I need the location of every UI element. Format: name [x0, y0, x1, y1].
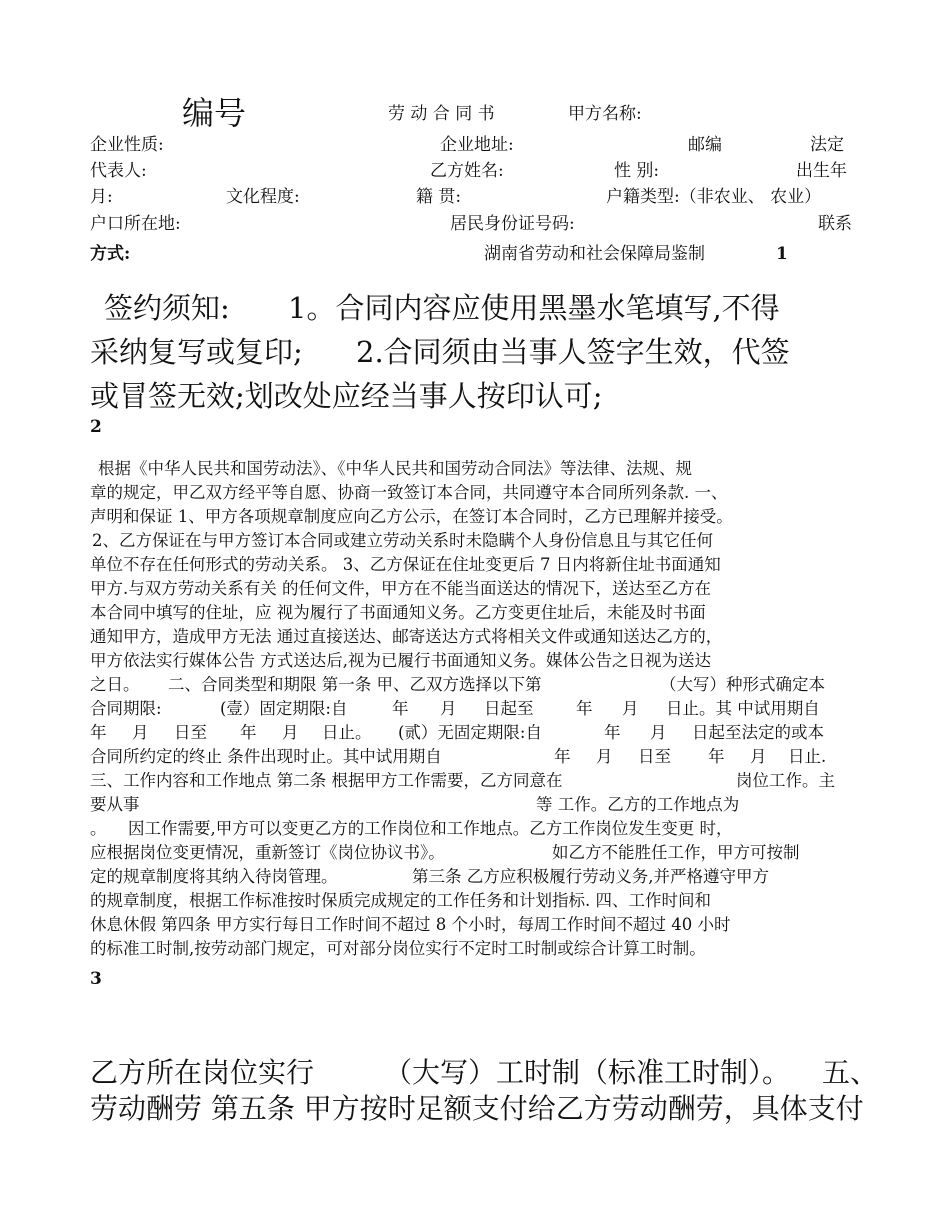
body-line: 声明和保证 1、甲方各项规章制度应向乙方公示，在签订本合同时，乙方已理解并接受。 — [90, 507, 733, 526]
body-line: 等 工作。乙方的工作地点为 — [536, 795, 740, 814]
body-line: 日起至法定的或本 — [692, 723, 824, 742]
body-line: (壹）固定期限:自 — [220, 699, 348, 718]
body-line: 章的规定，甲乙双方经平等自愿、协商一致签订本合同，共同遵守本合同所列条款. 一、 — [90, 483, 728, 502]
footer-line-1-b: （大写）工时制（标准工时制）。 — [384, 1056, 791, 1089]
body-line: 。 — [90, 819, 107, 838]
notice-line-1-text: 1。合同内容应使用黑墨水笔填写,不得 — [288, 291, 780, 325]
supervisor-text: 湖南省劳动和社会保障局鉴制 — [484, 244, 705, 264]
body-line: 月 — [596, 747, 613, 766]
legal-rep-label-b: 代表人: — [90, 161, 147, 181]
body-line: 单位不存在任何形式的劳动关系。 3、乙方保证在住址变更后 7 日内将新住址书面通知 — [90, 555, 721, 574]
party-a-name-label: 甲方名称: — [568, 104, 642, 124]
page-number-2: 2 — [90, 417, 102, 437]
education-label: 文化程度: — [226, 187, 300, 207]
body-line: 甲方.与双方劳动关系有关 的任何文件，甲方在不能当面送达的情况下，送达至乙方在 — [90, 579, 711, 598]
contract-title: 劳 动 合 同 书 — [388, 104, 495, 124]
body-line: 日止。 — [322, 723, 372, 742]
page-number-1: 1 — [776, 244, 788, 264]
footer-line-1-a: 乙方所在岗位实行 — [90, 1056, 315, 1089]
household-location-label: 户口所在地: — [90, 214, 181, 234]
contact-label-a: 联系 — [818, 214, 852, 234]
body-line: 甲方依法实行媒体公告 方式送达后,视为已履行书面通知义务。媒体公告之日视为送达 — [90, 651, 711, 670]
notice-line-2-b: 2.合同须由当事人签字生效，代签 — [356, 335, 790, 369]
enterprise-nature-label: 企业性质: — [90, 135, 164, 155]
body-line: 如乙方不能胜任工作，甲方可按制 — [552, 843, 800, 862]
body-line: 月 — [650, 723, 667, 742]
body-line: 年 — [604, 723, 621, 742]
body-line: 的规章制度，根据工作标准按时保质完成规定的工作任务和计划指标. 四、工作时间和 — [90, 891, 711, 910]
notice-line-2-a: 采纳复写或复印; — [90, 335, 303, 369]
body-line: 年 — [576, 699, 593, 718]
body-line: 2、乙方保证在与甲方签订本合同或建立劳动关系时未隐瞒个人身份信息且与其它任何 — [92, 531, 713, 550]
body-line: 合同所约定的终止 条件出现时止。其中试用期自 — [90, 747, 442, 766]
body-line: 定的规章制度将其纳入待岗管理。 — [90, 867, 338, 886]
body-line: 日止。其 中试用期自 — [666, 699, 820, 718]
body-line: 日起至 — [484, 699, 534, 718]
body-line: 因工作需要,甲方可以变更乙方的工作岗位和工作地点。乙方工作岗位发生变更 时， — [128, 819, 733, 838]
body-line: 月 — [132, 723, 149, 742]
body-line: 月 — [622, 699, 639, 718]
body-line: 年 — [240, 723, 257, 742]
legal-rep-label-a: 法定 — [810, 135, 844, 155]
enterprise-address-label: 企业地址: — [440, 135, 514, 155]
body-line: 要从事 — [90, 795, 140, 814]
footer-line-1-c: 五、 — [822, 1056, 879, 1089]
body-line: 月 — [282, 723, 299, 742]
postcode-label: 邮编 — [688, 135, 722, 155]
native-place-label: 籍 贯: — [416, 187, 462, 207]
body-line: 岗位工作。主 — [736, 771, 835, 790]
body-line: 年 — [708, 747, 725, 766]
contact-label-b: 方式: — [90, 244, 131, 264]
id-number-label: 居民身份证号码: — [450, 214, 575, 234]
notice-line-1-label: 签约须知: — [104, 291, 230, 325]
body-line: 本合同中填写的住址，应 视为履行了书面通知义务。乙方变更住址后，未能及时书面 — [90, 603, 706, 622]
body-line: 通知甲方，造成甲方无法 通过直接送达、邮寄送达方式将相关文件或通知送达乙方的， — [90, 627, 723, 646]
birth-label-b: 月: — [90, 187, 113, 207]
body-line: 根据《中华人民共和国劳动法》、《中华人民共和国劳动合同法》等法律、法规、规 — [98, 459, 692, 478]
body-line: 休息休假 第四条 甲方实行每日工作时间不超过 8 个小时，每周工作时间不超过 40 小时 — [90, 915, 731, 934]
code-label: 编号 — [182, 94, 247, 132]
body-line: 合同期限: — [90, 699, 162, 718]
body-line: 年 — [392, 699, 409, 718]
body-line: （大写）种形式确定本 — [660, 675, 825, 694]
body-line: 之日。 — [90, 675, 140, 694]
body-line: 月 — [440, 699, 457, 718]
body-line: 应根据岗位变更情况，重新签订《岗位协议书》。 — [90, 843, 445, 862]
gender-label: 性 别: — [614, 161, 660, 181]
body-line: 日至 — [174, 723, 207, 742]
notice-line-3: 或冒签无效;划改处应经当事人按印认可; — [90, 379, 603, 413]
body-line: 二、合同类型和期限 第一条 甲、乙双方选择以下第 — [168, 675, 542, 694]
birth-label-a: 出生年 — [796, 161, 847, 181]
body-line: 日至 — [638, 747, 671, 766]
body-line: 年 — [90, 723, 107, 742]
party-b-name-label: 乙方姓名: — [430, 161, 504, 181]
body-line: 日止. — [788, 747, 827, 766]
body-line: 的标准工时制,按劳动部门规定，可对部分岗位实行不定时工时制或综合计算工时制。 — [90, 939, 706, 958]
body-line: 年 — [554, 747, 571, 766]
household-type-label: 户籍类型:（非农业、 农业） — [606, 187, 822, 207]
body-line: 第三条 乙方应积极履行劳动义务,并严格遵守甲方 — [412, 867, 769, 886]
body-line: (贰）无固定期限:自 — [398, 723, 542, 742]
body-line: 三、工作内容和工作地点 第二条 根据甲方工作需要，乙方同意在 — [90, 771, 563, 790]
body-line: 月 — [750, 747, 767, 766]
footer-line-2: 劳动酬劳 第五条 甲方按时足额支付给乙方劳动酬劳，具体支付 — [90, 1092, 864, 1125]
page-number-3: 3 — [90, 969, 102, 989]
